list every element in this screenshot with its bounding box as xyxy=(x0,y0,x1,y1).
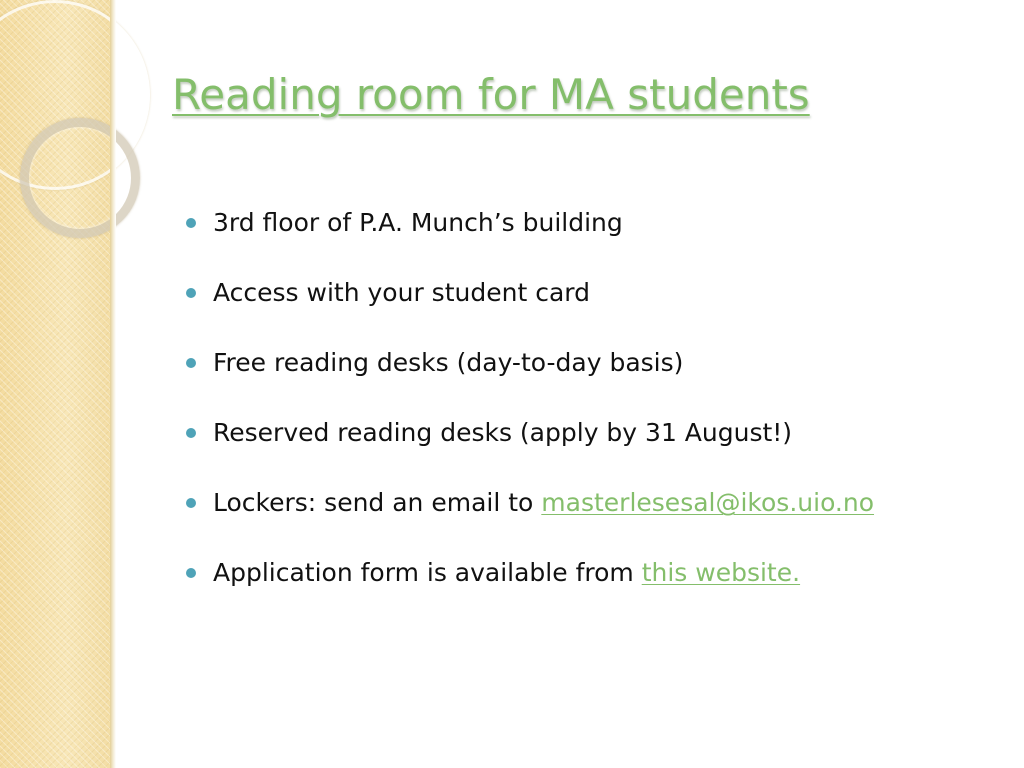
bullet-text: Access with your student card xyxy=(213,278,590,307)
bullet-item-application-form xyxy=(186,550,874,620)
bullet-list xyxy=(186,200,874,620)
bullet-text: Lockers: send an email to xyxy=(213,488,542,517)
bullet-item-lockers xyxy=(186,480,874,550)
bullet-dot-icon xyxy=(186,498,196,508)
decorative-side-band xyxy=(0,0,112,768)
bullet-dot-icon xyxy=(186,428,196,438)
bullet-dot-icon xyxy=(186,218,196,228)
bullet-item-access xyxy=(186,270,874,340)
bullet-dot-icon xyxy=(186,288,196,298)
bullet-text: 3rd floor of P.A. Munch’s building xyxy=(213,208,623,237)
email-link[interactable]: masterlesesal@ikos.uio.no xyxy=(541,488,875,517)
bullet-text: Free reading desks (day-to-day basis) xyxy=(213,348,684,377)
website-link[interactable]: this website. xyxy=(641,558,801,587)
bullet-item-location xyxy=(186,200,874,270)
bullet-text: Reserved reading desks (apply by 31 August!) xyxy=(213,418,793,447)
bullet-text: Application form is available from xyxy=(213,558,642,587)
side-band-edge xyxy=(110,0,116,768)
decorative-small-ring xyxy=(20,118,140,238)
slide-title: Reading room for MA students xyxy=(172,70,810,119)
bullet-dot-icon xyxy=(186,358,196,368)
bullet-item-reserved-desks xyxy=(186,410,874,480)
bullet-item-free-desks xyxy=(186,340,874,410)
bullet-dot-icon xyxy=(186,568,196,578)
